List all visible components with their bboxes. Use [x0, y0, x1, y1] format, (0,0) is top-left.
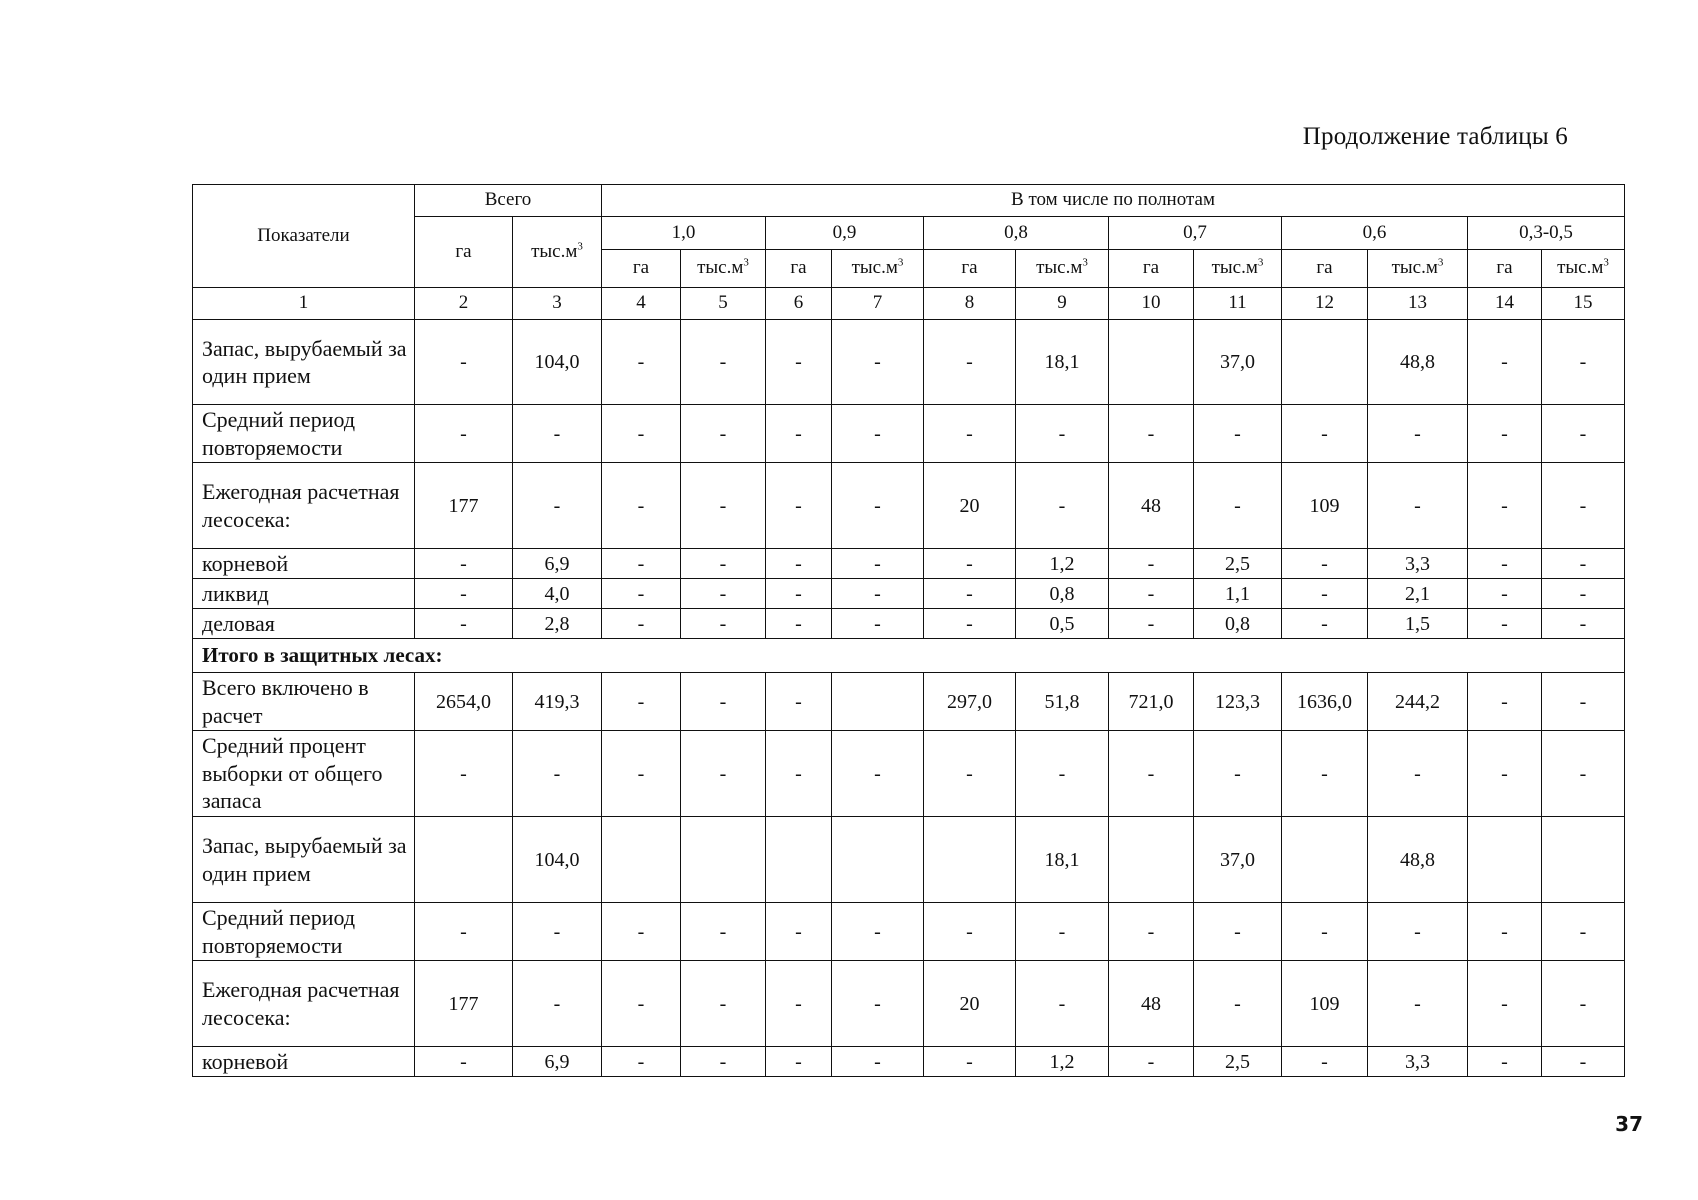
table-cell: 3,3: [1368, 549, 1468, 579]
table-cell: 6,9: [513, 549, 602, 579]
table-cell: -: [766, 673, 832, 731]
table-cell: [924, 817, 1016, 903]
table-cell: -: [602, 549, 681, 579]
column-number: 12: [1282, 288, 1368, 320]
table-cell: -: [832, 579, 924, 609]
table-cell: -: [1542, 579, 1625, 609]
table-cell: -: [415, 405, 513, 463]
row-label: деловая: [193, 609, 415, 639]
table-cell: 0,8: [1016, 579, 1109, 609]
column-number: 15: [1542, 288, 1625, 320]
table-cell: -: [766, 903, 832, 961]
table-cell: -: [832, 320, 924, 405]
table-cell: 109: [1282, 463, 1368, 549]
table-cell: -: [1194, 463, 1282, 549]
table-cell: -: [1282, 579, 1368, 609]
table-cell: -: [681, 961, 766, 1047]
header-unit-vol: $тыс.м^3$: [681, 250, 766, 288]
table-cell: 123,3: [1194, 673, 1282, 731]
table-cell: -: [602, 1047, 681, 1077]
header-unit-vol: $тыс.м^3$: [832, 250, 924, 288]
table-cell: -: [924, 1047, 1016, 1077]
table-cell: 1636,0: [1282, 673, 1368, 731]
table-cell: -: [1109, 609, 1194, 639]
table-cell: -: [1109, 549, 1194, 579]
table-cell: -: [1468, 731, 1542, 817]
table-cell: -: [766, 1047, 832, 1077]
table-cell: -: [602, 320, 681, 405]
column-number-row: [193, 288, 1625, 320]
table-row: [193, 639, 1625, 673]
table-cell: -: [415, 549, 513, 579]
table-cell: -: [1194, 405, 1282, 463]
table-cell: -: [1194, 961, 1282, 1047]
header-indicators: Показатели: [193, 185, 415, 288]
table-cell: -: [602, 903, 681, 961]
header-unit-ha: га: [602, 250, 681, 288]
table-cell: -: [832, 405, 924, 463]
row-label: корневой: [193, 1047, 415, 1077]
table-cell: 37,0: [1194, 320, 1282, 405]
table-cell: 0,5: [1016, 609, 1109, 639]
page-number: 37: [1615, 1112, 1643, 1136]
header-density: 0,7: [1109, 217, 1282, 250]
table-cell: 3,3: [1368, 1047, 1468, 1077]
table-row: [193, 817, 1625, 903]
table-cell: 1,5: [1368, 609, 1468, 639]
table-cell: -: [513, 961, 602, 1047]
table-cell: -: [1282, 731, 1368, 817]
table-cell: -: [924, 320, 1016, 405]
table-cell: -: [832, 1047, 924, 1077]
row-label: Запас, вырубаемый за один прием: [193, 817, 415, 903]
table-cell: -: [1542, 961, 1625, 1047]
table-cell: [602, 817, 681, 903]
header-total-vol: $тыс.м^3$: [513, 217, 602, 288]
table-cell: -: [766, 320, 832, 405]
table-cell: -: [924, 405, 1016, 463]
table-cell: 18,1: [1016, 817, 1109, 903]
header-unit-ha: га: [1109, 250, 1194, 288]
header-unit-ha: га: [924, 250, 1016, 288]
table-cell: -: [1109, 579, 1194, 609]
header-unit-ha: га: [766, 250, 832, 288]
table-cell: -: [1542, 731, 1625, 817]
table-cell: -: [1368, 463, 1468, 549]
table-cell: -: [1468, 1047, 1542, 1077]
table-cell: -: [602, 405, 681, 463]
table-cell: [832, 817, 924, 903]
header-total: Всего: [415, 185, 602, 217]
header-total-ha: га: [415, 217, 513, 288]
forest-data-table: [192, 184, 1625, 1077]
table-cell: [832, 673, 924, 731]
table-cell: [1282, 320, 1368, 405]
column-number: 6: [766, 288, 832, 320]
header-unit-ha: га: [1282, 250, 1368, 288]
table-cell: -: [1542, 1047, 1625, 1077]
table-cell: [415, 817, 513, 903]
table-cell: -: [1468, 579, 1542, 609]
table-cell: -: [681, 673, 766, 731]
table-cell: [1282, 817, 1368, 903]
table-cell: -: [766, 609, 832, 639]
table-cell: 104,0: [513, 817, 602, 903]
table-cell: -: [602, 463, 681, 549]
table-cell: -: [415, 903, 513, 961]
table-cell: 6,9: [513, 1047, 602, 1077]
table-cell: -: [766, 405, 832, 463]
header-density: 0,9: [766, 217, 924, 250]
table-cell: [1468, 817, 1542, 903]
table-cell: -: [681, 1047, 766, 1077]
header-density: 0,8: [924, 217, 1109, 250]
column-number: 7: [832, 288, 924, 320]
table-cell: -: [681, 463, 766, 549]
table-cell: -: [681, 549, 766, 579]
table-row: [193, 903, 1625, 961]
table-row: [193, 673, 1625, 731]
table-cell: -: [1368, 903, 1468, 961]
table-cell: -: [602, 673, 681, 731]
table-row: [193, 463, 1625, 549]
row-label: Средний процент выборки от общего запаса: [193, 731, 415, 817]
table-cell: -: [1542, 405, 1625, 463]
table-cell: 2,1: [1368, 579, 1468, 609]
row-label: ликвид: [193, 579, 415, 609]
table-cell: -: [1542, 320, 1625, 405]
table-cell: 18,1: [1016, 320, 1109, 405]
table-row: [193, 579, 1625, 609]
header-unit-ha: га: [1468, 250, 1542, 288]
table-cell: -: [766, 731, 832, 817]
table-container: [192, 184, 1625, 1077]
column-number: 4: [602, 288, 681, 320]
table-cell: -: [832, 549, 924, 579]
table-cell: -: [1542, 609, 1625, 639]
table-cell: -: [1282, 1047, 1368, 1077]
table-cell: 48: [1109, 463, 1194, 549]
table-cell: -: [766, 463, 832, 549]
table-cell: -: [1468, 320, 1542, 405]
table-cell: -: [766, 549, 832, 579]
table-cell: 0,8: [1194, 609, 1282, 639]
column-number: 10: [1109, 288, 1194, 320]
table-cell: -: [1194, 903, 1282, 961]
table-cell: 48,8: [1368, 320, 1468, 405]
table-cell: 104,0: [513, 320, 602, 405]
table-cell: 1,1: [1194, 579, 1282, 609]
table-cell: -: [513, 463, 602, 549]
table-cell: -: [602, 609, 681, 639]
table-cell: 721,0: [1109, 673, 1194, 731]
table-cell: 2,5: [1194, 1047, 1282, 1077]
column-number: 5: [681, 288, 766, 320]
table-cell: -: [832, 961, 924, 1047]
table-cell: -: [924, 731, 1016, 817]
table-cell: 48,8: [1368, 817, 1468, 903]
table-cell: -: [1368, 961, 1468, 1047]
table-cell: -: [766, 579, 832, 609]
table-cell: -: [924, 903, 1016, 961]
table-cell: -: [1109, 1047, 1194, 1077]
table-cell: -: [602, 961, 681, 1047]
table-cell: -: [1542, 903, 1625, 961]
row-label: Ежегодная расчетная лесосека:: [193, 463, 415, 549]
table-cell: [1542, 817, 1625, 903]
table-cell: -: [1109, 405, 1194, 463]
header-density: 1,0: [602, 217, 766, 250]
table-cell: -: [681, 320, 766, 405]
table-cell: -: [1542, 673, 1625, 731]
table-cell: -: [766, 961, 832, 1047]
table-cell: 48: [1109, 961, 1194, 1047]
table-cell: -: [1542, 463, 1625, 549]
table-cell: -: [1109, 731, 1194, 817]
header-density: 0,6: [1282, 217, 1468, 250]
header-density: 0,3-0,5: [1468, 217, 1625, 250]
table-cell: -: [1282, 549, 1368, 579]
table-cell: 297,0: [924, 673, 1016, 731]
table-cell: -: [1016, 463, 1109, 549]
table-cell: -: [1468, 961, 1542, 1047]
table-cell: [1109, 320, 1194, 405]
table-cell: -: [1542, 549, 1625, 579]
table-cell: -: [1282, 609, 1368, 639]
table-cell: -: [681, 405, 766, 463]
table-cell: 109: [1282, 961, 1368, 1047]
table-header: [193, 185, 1625, 320]
table-cell: -: [1016, 961, 1109, 1047]
header-unit-vol: $тыс.м^3$: [1194, 250, 1282, 288]
table-cell: -: [832, 731, 924, 817]
table-cell: -: [1468, 549, 1542, 579]
row-label: корневой: [193, 549, 415, 579]
table-row: [193, 731, 1625, 817]
table-cell: -: [832, 609, 924, 639]
table-row: [193, 549, 1625, 579]
table-cell: 2,5: [1194, 549, 1282, 579]
header-unit-vol: $тыс.м^3$: [1016, 250, 1109, 288]
row-label: Средний период повторяемости: [193, 903, 415, 961]
table-cell: 419,3: [513, 673, 602, 731]
table-cell: -: [1016, 903, 1109, 961]
table-cell: 1,2: [1016, 549, 1109, 579]
table-cell: 20: [924, 463, 1016, 549]
table-cell: -: [1468, 673, 1542, 731]
table-row: [193, 405, 1625, 463]
table-cell: [681, 817, 766, 903]
table-cell: [1109, 817, 1194, 903]
table-cell: -: [1368, 405, 1468, 463]
table-cell: -: [1368, 731, 1468, 817]
table-row: [193, 961, 1625, 1047]
row-label: Средний период повторяемости: [193, 405, 415, 463]
column-number: 2: [415, 288, 513, 320]
table-cell: -: [1468, 903, 1542, 961]
column-number: 11: [1194, 288, 1282, 320]
section-heading: Итого в защитных лесах:: [193, 639, 1625, 673]
table-cell: 2654,0: [415, 673, 513, 731]
table-cell: -: [513, 731, 602, 817]
row-label: Запас, вырубаемый за один прием: [193, 320, 415, 405]
table-cell: -: [924, 609, 1016, 639]
column-number: 14: [1468, 288, 1542, 320]
column-number: 1: [193, 288, 415, 320]
table-cell: -: [1109, 903, 1194, 961]
row-label: Всего включено в расчет: [193, 673, 415, 731]
table-cell: -: [415, 609, 513, 639]
table-cell: -: [924, 579, 1016, 609]
column-number: 8: [924, 288, 1016, 320]
table-cell: -: [602, 731, 681, 817]
row-label: Ежегодная расчетная лесосека:: [193, 961, 415, 1047]
table-cell: 244,2: [1368, 673, 1468, 731]
table-cell: -: [681, 609, 766, 639]
table-cell: -: [1282, 903, 1368, 961]
header-unit-vol: $тыс.м^3$: [1542, 250, 1625, 288]
table-cell: -: [832, 463, 924, 549]
table-cell: -: [602, 579, 681, 609]
table-cell: -: [832, 903, 924, 961]
table-cell: -: [1016, 405, 1109, 463]
table-cell: -: [415, 320, 513, 405]
table-cell: -: [1016, 731, 1109, 817]
table-cell: 20: [924, 961, 1016, 1047]
column-number: 3: [513, 288, 602, 320]
table-cell: -: [513, 903, 602, 961]
table-cell: -: [415, 1047, 513, 1077]
header-unit-vol: $тыс.м^3$: [1368, 250, 1468, 288]
table-cell: 4,0: [513, 579, 602, 609]
table-cell: 1,2: [1016, 1047, 1109, 1077]
table-cell: -: [681, 731, 766, 817]
table-cell: -: [1282, 405, 1368, 463]
table-cell: -: [924, 549, 1016, 579]
header-by-density: В том числе по полнотам: [602, 185, 1625, 217]
table-cell: -: [1194, 731, 1282, 817]
table-cell: -: [1468, 609, 1542, 639]
table-caption: Продолжение таблицы 6: [1302, 123, 1568, 150]
table-cell: 51,8: [1016, 673, 1109, 731]
table-cell: 177: [415, 961, 513, 1047]
table-body: [193, 320, 1625, 1077]
table-cell: 37,0: [1194, 817, 1282, 903]
table-cell: 2,8: [513, 609, 602, 639]
table-cell: -: [1468, 405, 1542, 463]
table-cell: -: [415, 731, 513, 817]
table-cell: -: [415, 579, 513, 609]
table-row: [193, 609, 1625, 639]
table-cell: -: [681, 903, 766, 961]
column-number: 13: [1368, 288, 1468, 320]
table-row: [193, 1047, 1625, 1077]
table-cell: -: [513, 405, 602, 463]
table-cell: -: [681, 579, 766, 609]
table-cell: [766, 817, 832, 903]
table-cell: -: [1468, 463, 1542, 549]
table-row: [193, 320, 1625, 405]
column-number: 9: [1016, 288, 1109, 320]
table-cell: 177: [415, 463, 513, 549]
